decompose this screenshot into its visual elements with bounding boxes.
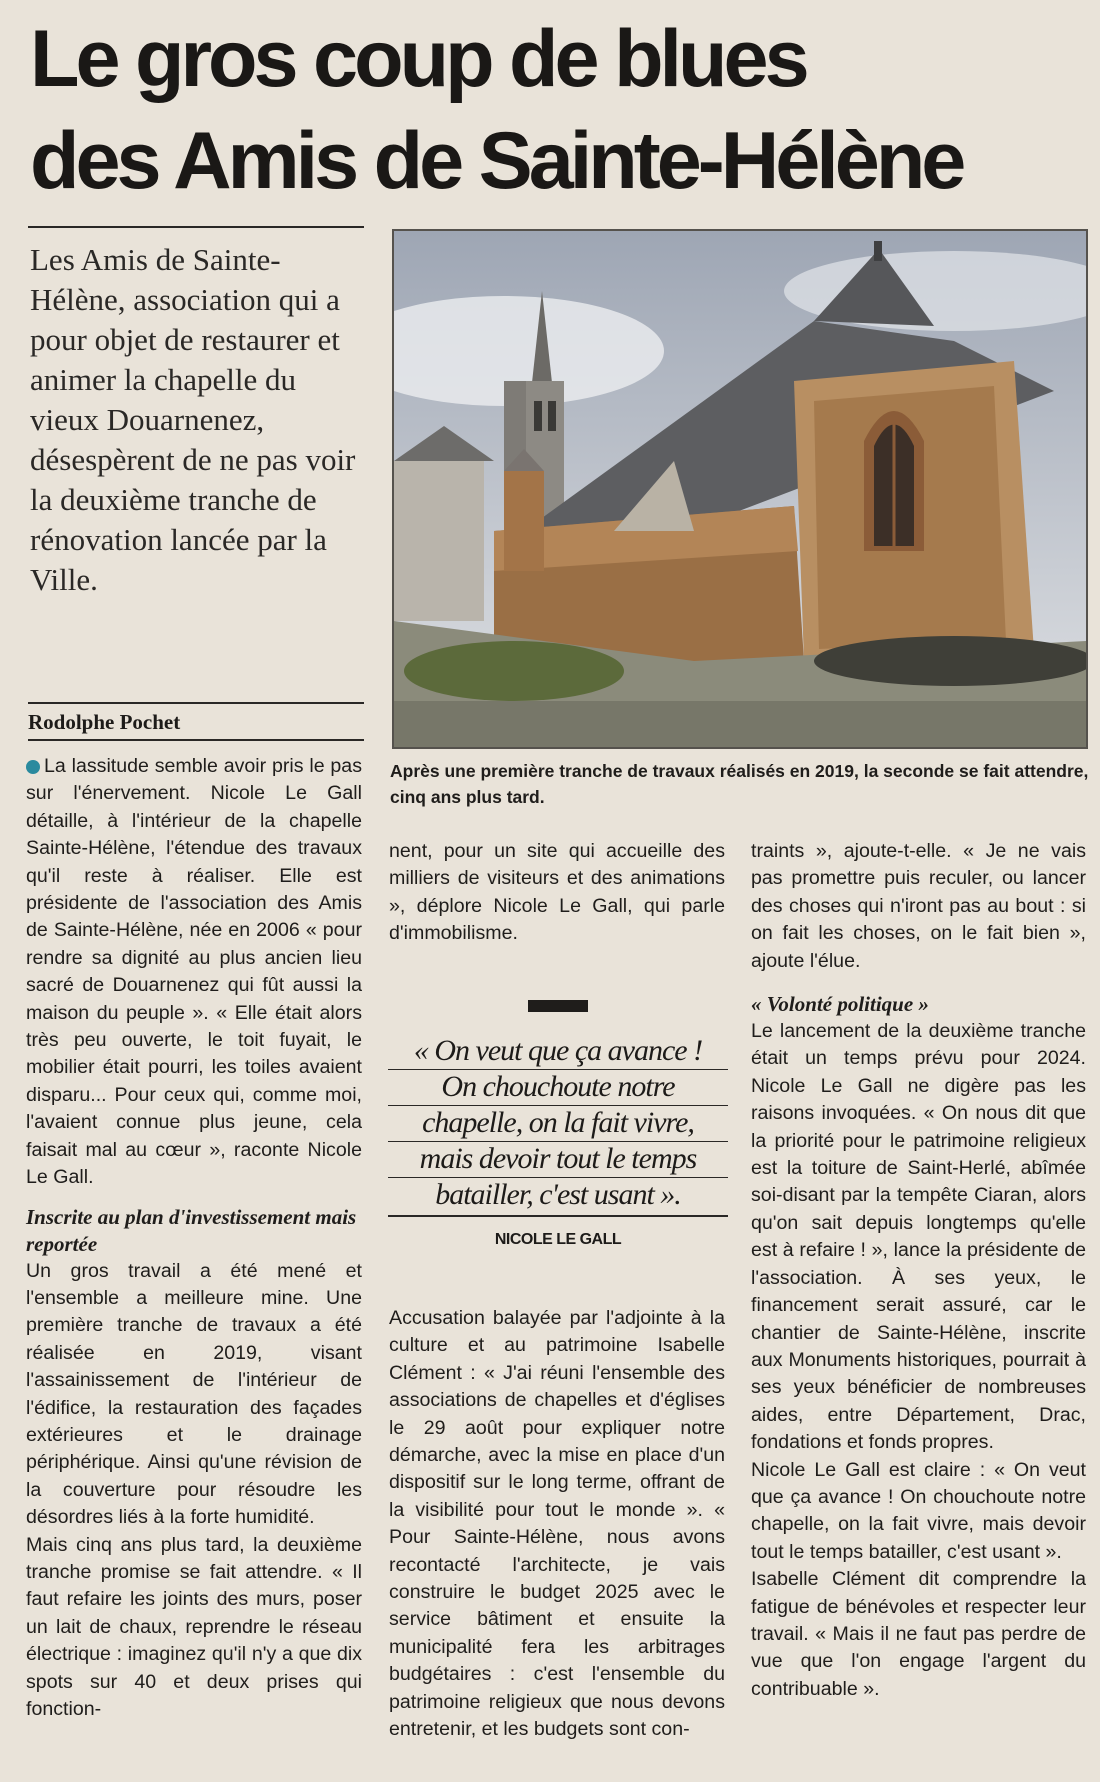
paragraph-1: La lassitude semble avoir pris le pas sur l'énervement. Nicole Le Gall détaille, à l'intérieur de la chapelle Sainte-Hélène, l'étendue des travaux qu'il reste à réaliser. Elle est présidente de l'association des Amis de Sainte-Hélène, née en 2006 « pour rendre sa dignité au plus ancien lieu sacré de Douarnenez qui fût aussi la maison du peuple ». « Elle était alors très peu ouverte, le toit fuyait, le mobilier était pourri, les toiles avaient disparu... Pour ceux qui, comme moi, l'avaient connue plus jeune, cela faisait mal au cœur », raconte Nicole Le Gall.	[26, 755, 362, 1189]
paragraph-7: Nicole Le Gall est claire : « On veut que ça avance ! On chouchoute notre chapelle, on la fait vivre, mais devoir tout le temps batailler, c'est usant ».	[751, 1458, 1086, 1563]
column-1	[26, 753, 362, 1723]
bullet-dot-icon	[26, 760, 40, 774]
quote-author: NICOLE LE GALL	[494, 1230, 622, 1248]
paragraph-8: Isabelle Clément dit comprendre la fatigue de bénévoles et respecter leur travail. « Mais il ne faut pas perdre de vue que l'on engage l'argent du contribuable ».	[751, 1568, 1086, 1700]
quote-line: On chouchoute notre	[388, 1070, 728, 1106]
paragraph-4: Accusation balayée par l'adjointe à la culture et au patrimoine Isabelle Clément : « J'ai réuni l'ensemble des associations de chapelles et d'églises le 29 août pour expliquer notre démarche, avec la mise en place d'un dispositif sur le long terme, offrant de la visibilité pour tout le monde ». « Pour Sainte-Hélène, nous avons recontacté l'architecte, je vais construire le budget 2025 avec le service bâtiment et ensuite la municipalité fera les arbitrages budgétaires : c'est l'ensemble du patrimoine religieux que nous devons entretenir, et les budgets sont con-	[389, 1307, 725, 1741]
photo-caption: Après une première tranche de travaux réalisés en 2019, la seconde se fait attendre, cinq ans plus tard.	[390, 761, 1089, 807]
byline-top-rule	[28, 702, 364, 704]
quote-bottom-rule	[388, 1215, 728, 1217]
quote-line: batailler, c'est usant ».	[435, 1178, 681, 1211]
quote-line: « On veut que ça avance !	[388, 1034, 728, 1070]
quote-bar	[528, 1000, 588, 1012]
chapel-photo	[392, 229, 1088, 749]
paragraph-3a: Mais cinq ans plus tard, la deuxième tranche promise se fait attendre. « Il faut refaire les joints des murs, poser un lait de chaux, reprendre le réseau électrique : imaginez qu'il n'y a que dix spots sur 40 et deux prises qui fonction-	[26, 1533, 362, 1720]
headline-line-2: des Amis de Sainte-Hélène	[30, 116, 963, 206]
subhead-2: « Volonté politique »	[751, 992, 929, 1017]
byline-bottom-rule	[28, 739, 364, 741]
headline	[30, 8, 1090, 212]
chapel-illustration	[394, 231, 1086, 747]
quote-line: chapelle, on la fait vivre,	[388, 1106, 728, 1142]
paragraph-2: Un gros travail a été mené et l'ensemble a meilleure mine. Une première tranche de travaux a été réalisée en 2019, visant l'assainissement de l'intérieur de l'édifice, la restauration des façades extérieures et le drainage périphérique. Ainsi qu'une révision de la couverture pour résoudre les désordres liés à la forte humidité.	[26, 1259, 362, 1529]
pull-quote	[388, 1000, 728, 1249]
column-2-lower	[389, 1305, 725, 1744]
headline-line-1: Le gros coup de blues	[30, 14, 806, 104]
paragraph-3b: nent, pour un site qui accueille des milliers de visiteurs et des animations », déplore Nicole Le Gall, qui parle d'immobilisme.	[389, 840, 725, 945]
column-3	[751, 838, 1086, 1703]
paragraph-6: Le lancement de la deuxième tranche était un temps prévu pour 2024. Nicole Le Gall ne digère pas les raisons invoquées. « On nous dit que la priorité pour le patrimoine religieux est la toiture de Saint-Herlé, abîmée soi-disant par la tempête Ciaran, alors qu'on sait depuis longtemps qu'elle est à refaire ! », lance la présidente de l'association. À ses yeux, le financement serait assuré, car le chantier de Sainte-Hélène, inscrite aux Monuments historiques, pourrait à ses yeux bénéficier de nombreuses aides, entre Département, Drac, fondations et fonds propres.	[751, 1020, 1086, 1454]
paragraph-5: traints », ajoute-t-elle. « Je ne vais pas promettre puis reculer, ou lancer des choses qui n'iront pas au bout : si on fait les choses, on le fait bien », ajoute l'élue.	[751, 840, 1086, 972]
chapo-top-rule	[28, 226, 364, 228]
chapo: Les Amis de Sainte-Hélène, association qui a pour objet de restaurer et animer la chapelle du vieux Douarnenez, désespèrent de ne pas voir la deuxième tranche de rénovation lancée par la Ville.	[30, 242, 356, 597]
subhead-1: Inscrite au plan d'investissement mais reportée	[26, 1204, 357, 1256]
byline: Rodolphe Pochet	[28, 710, 181, 734]
quote-line: mais devoir tout le temps	[388, 1142, 728, 1178]
column-2	[389, 838, 725, 948]
